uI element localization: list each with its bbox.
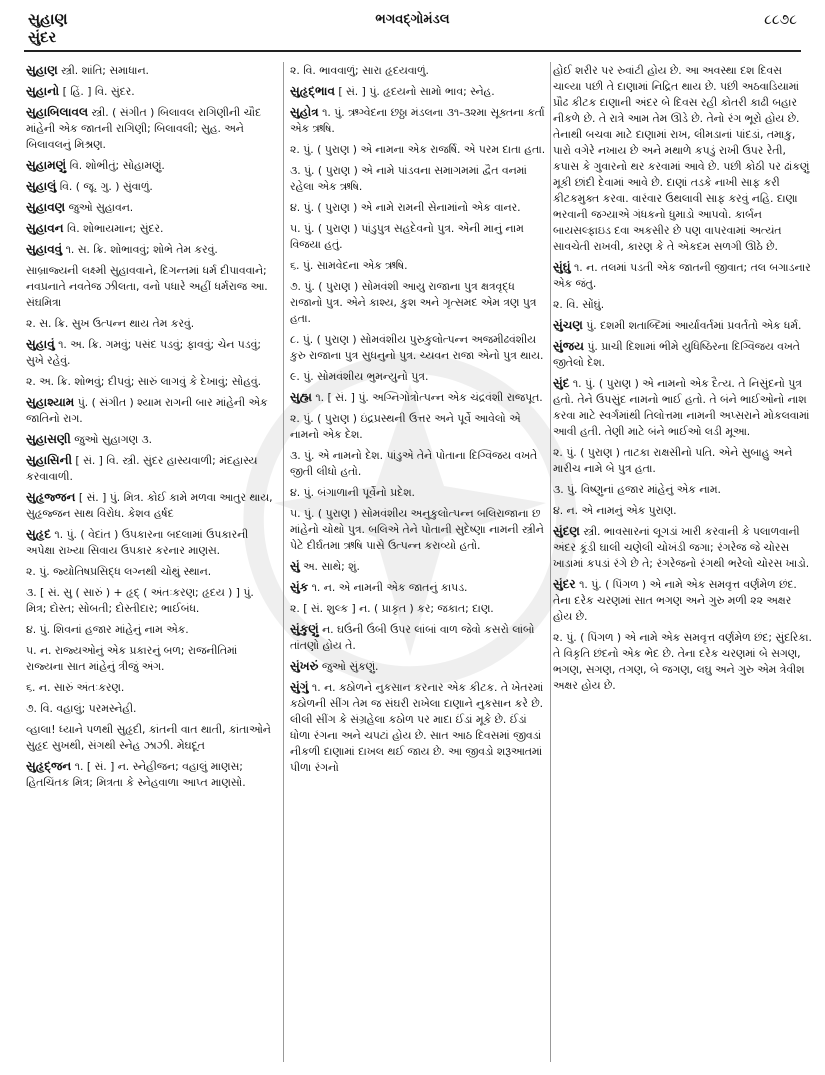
headword: સું: [290, 559, 300, 573]
dictionary-entry: [26, 157, 276, 174]
definition-text: ૨. [ સં. શુલ્ક ] ન. ( પ્રાકૃત ) કર; જકાત; દાણ.: [290, 602, 494, 615]
dictionary-entry: [26, 526, 276, 559]
definition-text: [ સં. ] પું. મિત્ર. કોઈ કામે મળવા આતુર થાય, સુહૃજ્જન સાથ વિરોધ. કેશવ હર્ષદ: [26, 491, 273, 520]
dictionary-entry: [290, 141, 548, 158]
definition-text: પું. ( સંગીત ) શ્યામ રાગની બાર માંહેની એક જાતિનો રાગ.: [26, 396, 268, 425]
headword: સુહૃજ્જન: [26, 490, 76, 504]
definition-text: ૪. પું. બંગાળાની પૂર્વેનો પ્રદેશ.: [290, 486, 415, 499]
headword: સુહાવણ: [26, 200, 66, 214]
definition-text: વ્હાલા! ધ્યાને પળથી સુહૃદી, કાંતની વાત થાતી, કાંતાઓને સુહૃદ સુખથી, સંગથી સ્નેહ ઝાઝી. મેઘદૂત: [26, 723, 271, 752]
definition-text: અ. સાથે; શું.: [299, 560, 360, 573]
definition-text: ૬. ન. સારું અંતઃકરણ.: [26, 681, 125, 694]
definition-text: ૪. પું. ( પુરાણ ) એ નામે રામની સેનામાંનો એક વાનર.: [290, 201, 521, 214]
dictionary-entry: [290, 162, 548, 195]
dictionary-entry: [553, 629, 813, 694]
dictionary-entry: [290, 104, 548, 137]
dictionary-entry: [26, 220, 276, 237]
definition-text: [ હિં. ] વિ. સુંદર.: [59, 85, 135, 98]
dictionary-entry: [26, 104, 276, 153]
headword: સુહાવું: [26, 337, 55, 351]
definition-text: ૫. પું. ( પુરાણ ) સોમવંશીય અનુકુલોત્પન્ન બલિરાજાના છ માંહેનો ચોથો પુત્ર. બલિએ તેને પોતાની સુદેષ્ણા નામની સ્ત્રીને પેટે દીર્ઘતમા ઋષિ પાસે ઉત્પન્ન કરાવ્યો હતો.: [290, 507, 544, 552]
dictionary-entry: [290, 199, 548, 216]
dictionary-entry: [26, 83, 276, 100]
definition-text: સ્ત્રી. શાંતિ; સમાધાન.: [57, 64, 149, 77]
headword: સુંઘું: [553, 260, 571, 274]
definition-text: જુઓ સુહાગણ ૩.: [70, 433, 153, 446]
definition-text: ૧. પું. ( પુરાણ ) એ નામનો એક દૈત્ય. તે નિસુંદનો પુત્ર હતો. તેને ઉપસુંદ નામનો ભાઈ હતો. તે બંને ભાઈઓનો નાશ કરવા માટે સ્વર્ગમાંથી તિલોત્તમા નામની અપ્સરાને મોકલવામાં આવી હતી. તેણી માટે બંને ભાઈઓ લડી મૂઆ.: [553, 377, 810, 438]
dictionary-entry: [26, 178, 276, 195]
dictionary-entry: [553, 576, 813, 625]
page-number: ૮૮૭૮: [764, 12, 797, 28]
definition-text: [ સં. ] વિ. સ્ત્રી. સુંદર હાસ્યવાળી; મંદહાસ્ય કરવાવાળી.: [26, 454, 258, 483]
headword: સુહાણ: [26, 63, 58, 77]
dictionary-entry: [290, 658, 548, 675]
column-3: [553, 62, 813, 1067]
dictionary-entry: [553, 317, 813, 334]
dictionary-entry: [290, 600, 548, 617]
headword: સુંદર: [553, 577, 576, 591]
definition-text: ૨. અ. ક્રિ. શોભવું; દીપવું; સારું લાગવું કે દેખાવું; સોહવું.: [26, 375, 262, 388]
definition-text: ૨. પું. ( પુરાણ ) એ નામના એક રાજર્ષિ. એ પરમ દાતા હતા.: [290, 143, 546, 156]
dictionary-entry: [290, 257, 548, 274]
headword: સુહોત્ર: [290, 105, 319, 119]
definition-text: વિ. શોભાયમાન; સુંદર.: [63, 222, 164, 235]
dictionary-entry: [553, 338, 813, 371]
definition-text: ૨. સ. ક્રિ. સુખ ઉત્પન્ન થાય તેમ કરવું.: [26, 317, 195, 330]
dictionary-entry: [553, 259, 813, 292]
definition-text: ૧. પું. ( પિંગળ ) એ નામે એક સમવૃત્ત વર્ણમેળ છંદ. તેના દરેક ચરણમાં સાત ભગણ અને ગુરુ મળી ૨૨ અક્ષર હોય છે.: [553, 578, 797, 623]
page-header: [28, 10, 797, 48]
definition-text: ૧. ન. તલમાં પડતી એક જાતની જીવાત; તલ બગાડનાર એક જંતુ.: [553, 261, 811, 290]
dictionary-entry: [553, 62, 813, 255]
column-2: [290, 62, 548, 1067]
dictionary-entry: [26, 373, 276, 390]
definition-text: ૧. [ સં. ] પું. અગ્નિગોત્રોત્પન્ન એક ચંદ્રવંશી રાજપૂત.: [311, 391, 543, 404]
definition-text: વિ. ( જૂ. ગુ. ) સુંવાળું.: [56, 180, 153, 193]
headword: સુંગું: [290, 680, 309, 694]
headword: સુહાવવું: [26, 242, 63, 256]
headword: સુંકુણું: [290, 622, 319, 636]
headword: સુહામણું: [26, 158, 67, 172]
dictionary-entry: [290, 368, 548, 385]
dictionary-entry: [26, 431, 276, 448]
dictionary-entry: [26, 642, 276, 675]
headword: સુંખરું: [290, 659, 319, 673]
dictionary-entry: [26, 62, 276, 79]
definition-text: ન. ઘઉંની ઉંબી ઉપર લાંબાં વાળ જેવો કસરો લાંબો તાંતણો હોય તે.: [290, 623, 535, 652]
headword: સુહૃદ્જન: [26, 759, 72, 773]
dictionary-entry: [553, 375, 813, 440]
definition-text: સાબ્રાજ્યની લક્ષ્મી સુહાવવાને, દિગન્તમાં ધર્મ દીપાવવાને; નવપ્રનાતે નવતેજ ઝીલતા, વનો પધારે અહીં ધર્મરાજ આ. સંઘમિત્રા: [26, 264, 268, 309]
guideword-first: સુહાણ: [28, 10, 68, 28]
dictionary-entry: [553, 481, 813, 498]
definition-text: ૪. પું. શિવનાં હજાર માંહેનું નામ એક.: [26, 623, 189, 636]
definition-text: પું. પ્રાચી દિશામાં ભીમે યુધિષ્ઠિરના દિગ્વિજય વખતે જીતેલો દેશ.: [553, 340, 800, 369]
dictionary-entry: [26, 452, 276, 485]
headword: સુહાનો: [26, 84, 60, 98]
definition-text: ૭. પું. ( પુરાણ ) સોમવંશી આયુ રાજાના પુત્ર ક્ષત્રવૃદ્ધ રાજાનો પુત્ર. એને કાશ્ય, કુશ અને ગૃત્સમદ એમ ત્રણ પુત્ર હતા.: [290, 280, 537, 325]
definition-text: વિ. શોભીતું; સોહામણું.: [66, 159, 165, 172]
page-title: ભગવદ્ગોમંડલ: [375, 12, 450, 27]
headword: સુહાસિની: [26, 453, 72, 467]
dictionary-entry: [290, 447, 548, 480]
dictionary-entry: [26, 394, 276, 427]
headword: સુહૃદ: [26, 527, 51, 541]
definition-text: સ્ત્રી. ( સંગીત ) બિલાવલ રાગિણીની ચૌદ માંહેની એક જાતની રાગિણી; બિલાવલી; સુહ. અને બિલાવલનું મિશ્રણ.: [26, 106, 262, 151]
definition-text: ૬. પું. સામવેદના એક ઋષિ.: [290, 259, 408, 272]
dictionary-entry: [553, 444, 813, 477]
definition-text: ૨. વિ. ભાવવાળું; સારા હૃદયવાળું.: [290, 64, 429, 77]
headword: સુંજય: [553, 339, 584, 353]
column-1: [26, 62, 276, 1067]
definition-text: ૨. પું. ( પુરાણ ) તાટકા રાક્ષસીનો પતિ. એને સુબાહુ અને મારીચ નામે બે પુત્ર હતા.: [553, 446, 793, 475]
definition-text: ૧. પું. ઋગ્વેદના છઠ્ઠા મંડલના ૩૧-૩૨મા સૂક્તના કર્તા એક ઋષિ.: [290, 106, 545, 135]
definition-text: ૩. પું. ( પુરાણ ) એ નામે પાંડવના સમાગમમાં દ્વૈત વનમાં રહેલા એક ઋષિ.: [290, 164, 527, 193]
dictionary-entry: [290, 484, 548, 501]
dictionary-entry: [290, 579, 548, 596]
dictionary-entry: [26, 262, 276, 311]
dictionary-entry: [290, 505, 548, 554]
definition-text: સ્ત્રી. ભાવસારનાં લૂગડાં ખારી કરવાની કે પલાળવાની અંદર કૂંડી ઘાલી ચણેલી ચોખંડી જગા; રંગરેજ જે ચોરસ ખાડામાં કપડાં રંગે છે તે; રંગરેજનો રંગથી ભરેલો ચોરસ ખાડો.: [553, 525, 810, 570]
headword: સુહાસણી: [26, 432, 71, 446]
dictionary-entry: [290, 62, 548, 79]
guideword-last: સુંદર: [28, 28, 57, 46]
dictionary-entry: [26, 621, 276, 638]
headword: સુહૃદ્ભાવ: [290, 84, 335, 98]
dictionary-entry: [290, 83, 548, 100]
definition-text: ૧. સ. ક્રિ. શોભાવવું; શોભે તેમ કરવું.: [62, 243, 218, 256]
definition-text: હોઈ શરીર પર રુવાંટી હોય છે. આ અવસ્થા દશ દિવસ ચાલ્યા પછી તે દાણામાં નિદ્રિત થાય છે. પછી અઠવાડિયામાં પ્રૌઢ કીટક દાણાની અંદર બે દિવસ રહી કોતરી કાઢી બહાર નીકળે છે. તે રાત્રે આમ તેમ ઊડે છે. તેનો રંગ ભૂરો હોય છે. તેનાથી બચવા માટે દાણામાં રાખ, લીમડાનાં પાંદડાં, તમાકુ, પારો વગેરે નખાય છે અને મથાળે કપડું રાખી ઉપર રેતી, કપાસ કે ગુવારનો થર કરવામાં આવે છે. પછી કોઠી પર ઢાંકણું મૂકી છાંદી દેવામાં આવે છે. દાણાં તડકે નાખી સાફ કરી કીટકમુક્ત કરવા. વારંવાર ઉથલાવી સાફ કરવું નહિ. દાણા ભરવાની જગ્યાએ ગંધકનો ધુમાડો આપવો. કાર્બન બાયસલ્ફાઇડ દવા અકસીર છે પણ વાપરવામાં અત્યંત સાવચેતી રાખવી, કારણ કે તે એકદમ સળગી ઊઠે છે.: [553, 64, 810, 253]
dictionary-entry: [290, 679, 548, 776]
definition-text: [ સં. ] પું. હૃદયનો સામો ભાવ; સ્નેહ.: [334, 85, 495, 98]
dictionary-entry: [290, 558, 548, 575]
definition-text: ૨. પું. ( પિંગળ ) એ નામે એક સમવૃત્ત વર્ણમેળ છંદ; સુંદરિકા. તે વિકૃતિ છંદનો એક ભેદ છે. તેના દરેક ચરણમાં બે સગણ, ભગણ, સગણ, તગણ, બે જગણ, લઘુ અને ગુરુ એમ ત્રેવીશ અક્ષર હોય છે.: [553, 631, 812, 692]
headword: સુંદ: [553, 376, 570, 390]
dictionary-entry: [26, 199, 276, 216]
definition-text: જુઓ સુહાવન.: [65, 201, 134, 214]
dictionary-entry: [26, 758, 276, 791]
definition-text: ૩. [ સં. સુ ( સારું ) + હૃદ્ ( અંતઃકરણ; હૃદય ) ] પું. મિત્ર; દોસ્ત; સોબતી; દોસ્તીદાર; ભાઈબંધ.: [26, 586, 254, 615]
definition-text: ૨. પું. ( પુરાણ ) ઇંદ્રપ્રસ્થની ઉત્તર અને પૂર્વે આવેલો એ નામનો એક દેશ.: [290, 412, 521, 441]
headword: સુહાબિલાવલ: [26, 105, 89, 119]
headword: સુંક: [290, 580, 309, 594]
definition-text: ૮. પું. ( પુરાણ ) સોમવંશીય પુરુકુલોત્પન્ન અજમીઢવંશીય કુરુ રાજાના પુત્ર સુધનુનો પુત્ર. ચ્યવન રાજા એનો પુત્ર થાય.: [290, 333, 544, 362]
dictionary-entry: [290, 331, 548, 364]
definition-text: ૨. પું. જ્યોતિષપ્રસિદ્ધ લગ્નથી ચોથું સ્થાન.: [26, 565, 212, 578]
definition-text: ૩. પું. વિષ્ણુનાં હજાર માંહેનું એક નામ.: [553, 483, 721, 496]
dictionary-entry: [26, 241, 276, 258]
definition-text: પું. દશમી શતાબ્દિમાં આર્યાવર્તમાં પ્રવર્તતો એક ધર્મ.: [582, 319, 802, 332]
dictionary-entry: [26, 679, 276, 696]
header-rule: [24, 50, 801, 52]
dictionary-entry: [26, 584, 276, 617]
definition-text: ૧. પું. ( વેદાંત ) ઉપકારના બદલામાં ઉપકારની અપેક્ષા રાખ્યા સિવાય ઉપકાર કરનાર માણસ.: [26, 528, 249, 557]
dictionary-entry: [26, 315, 276, 332]
dictionary-entry: [553, 296, 813, 313]
definition-text: ૧. અ. ક્રિ. ગમવું; પસંદ પડવું; ફાવવું; ચેન પડવું; સુખે રહેવું.: [26, 338, 261, 367]
column-divider: [283, 62, 284, 1062]
definition-text: ૧. ન. કઠોળને નુકસાન કરનાર એક કીટક. તે ખેતરમાં કઠોળની સીંગ તેમ જ સંઘરી રાખેલા દાણાને નુકસાન કરે છે. લીલી સીંગ કે સંગ્રહેલા કઠોળ પર માદા ઈંડાં મૂકે છે. ઈંડાં ધોળા રંગના અને ચપટાં હોય છે. સાત આઠ દિવસમાં જીવડાં નીકળી દાણામાં દાખલ થઈ જાય છે. આ જીવડો શરૂઆતમાં પીળા રંગનો: [290, 681, 544, 774]
dictionary-entry: [290, 410, 548, 443]
definition-text: ૯. પું. સોમવંશીય ભુમન્યુનો પુત્ર.: [290, 370, 429, 383]
dictionary-entry: [553, 502, 813, 519]
dictionary-entry: [290, 278, 548, 327]
dictionary-entry: [26, 336, 276, 369]
definition-text: ૨. વિ. સોંઘું.: [553, 298, 605, 311]
definition-text: જુઓ સુંકણું.: [318, 660, 379, 673]
headword: સુહાશ્યામ: [26, 395, 75, 409]
headword: સુંચણ: [553, 318, 583, 332]
dictionary-entry: [553, 523, 813, 572]
dictionary-entry: [290, 621, 548, 654]
headword: સુહાલું: [26, 179, 57, 193]
definition-text: ૭. વિ. વહાલું; પરમસ્નેહી.: [26, 702, 137, 715]
definition-text: ૪. ન. એ નામનું એક પુરાણ.: [553, 504, 677, 517]
definition-text: ૧. [ સં. ] ન. સ્નેહીજન; વહાલું માણસ; હિતચિંતક મિત્ર; મિત્રતા કે સ્નેહવાળા આપ્ત માણસો.: [26, 760, 246, 789]
column-divider: [550, 62, 551, 1062]
dictionary-entry: [26, 700, 276, 717]
definition-text: ૫. પું. ( પુરાણ ) પાંડુપુત્ર સહદેવનો પુત્ર. એની માનું નામ વિજયા હતું.: [290, 222, 524, 251]
definition-text: ૫. ન. રાજ્યઓનું એક પ્રકારનું બળ; રાજનીતિમાં રાજ્યના સાત માંહેનું ત્રીજું અંગ.: [26, 644, 238, 673]
dictionary-entry: [26, 721, 276, 754]
definition-text: ૧. ન. એ નામની એક જાતનું કાપડ.: [308, 581, 468, 594]
headword: સુંદણ: [553, 524, 580, 538]
dictionary-entry: [290, 389, 548, 406]
definition-text: ૩. પું. એ નામનો દેશ. પાંડુએ તેને પોતાના દિગ્વિજય વખતે જીતી લીધો હતો.: [290, 449, 538, 478]
dictionary-entry: [26, 563, 276, 580]
dictionary-entry: [26, 489, 276, 522]
dictionary-entry: [290, 220, 548, 253]
headword: સુહ્મ: [290, 390, 312, 404]
headword: સુહાવન: [26, 221, 64, 235]
